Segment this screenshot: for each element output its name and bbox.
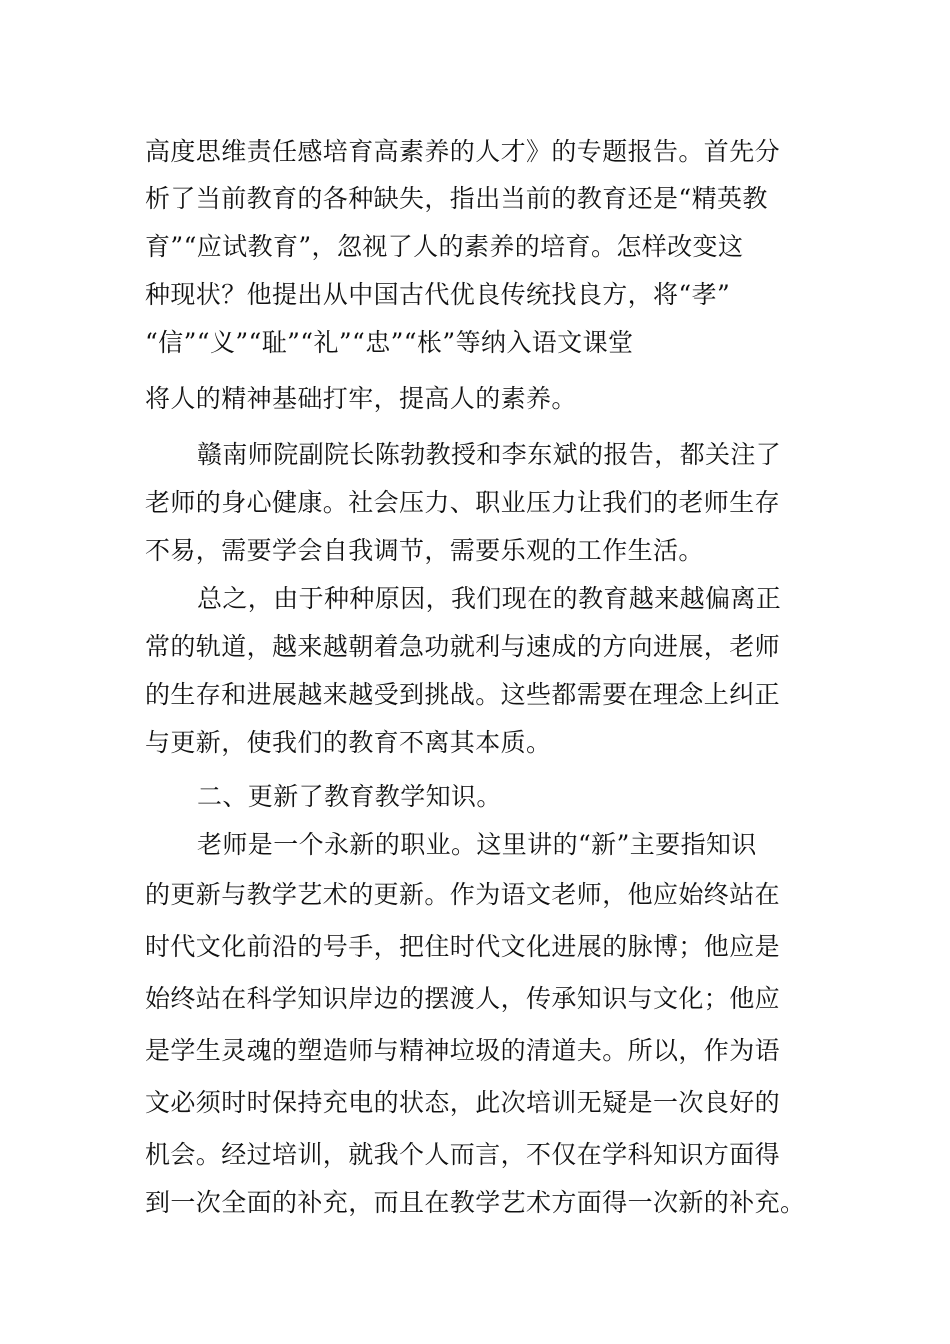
text-line: 常的轨道，越来越朝着急功就利与速成的方向进展，老师 [145,632,781,661]
text-line: 文必须时时保持充电的状态，此次培训无疑是一次良好的 [145,1088,781,1117]
text-line: 是学生灵魂的塑造师与精神垃圾的清道夫。所以，作为语 [145,1036,781,1065]
text-line: 高度思维责任感培育高素养的人才》的专题报告。首先分 [145,137,781,166]
text-line: 始终站在科学知识岸边的摆渡人，传承知识与文化；他应 [145,984,781,1013]
text-line: 的更新与教学艺术的更新。作为语文老师，他应始终站在 [145,880,781,909]
text-line: 的生存和进展越来越受到挑战。这些都需要在理念上纠正 [145,680,781,709]
text-line: 到一次全面的补充，而且在教学艺术方面得一次新的补充。 [145,1188,806,1217]
text-line: “信”“义”“耻”“礼”“忠”“枨”等纳入语文课堂 [145,328,634,357]
text-line: 种现状？他提出从中国古代优良传统找良方，将“孝” [145,280,731,309]
text-line: 不易，需要学会自我调节，需要乐观的工作生活。 [145,536,704,565]
paragraph-start-line: 老师是一个永新的职业。这里讲的“新”主要指知识 [197,830,757,859]
text-line: 析了当前教育的各种缺失，指出当前的教育还是“精英教 [145,184,768,213]
section-heading: 二、更新了教育教学知识。 [197,782,502,811]
paragraph-start-line: 赣南师院副院长陈勃教授和李东斌的报告，都关注了 [197,440,782,469]
text-line: 时代文化前沿的号手，把住时代文化进展的脉博；他应是 [145,932,781,961]
text-line: 机会。经过培训，就我个人而言，不仅在学科知识方面得 [145,1140,781,1169]
text-line: 育”“应试教育”，忽视了人的素养的培育。怎样改变这 [145,232,744,261]
text-line: 老师的身心健康。社会压力、职业压力让我们的老师生存 [145,488,781,517]
paragraph-start-line: 总之，由于种种原因，我们现在的教育越来越偏离正 [197,584,782,613]
text-line: 将人的精神基础打牢，提高人的素养。 [145,384,577,413]
text-line: 与更新，使我们的教育不离其本质。 [145,728,552,757]
